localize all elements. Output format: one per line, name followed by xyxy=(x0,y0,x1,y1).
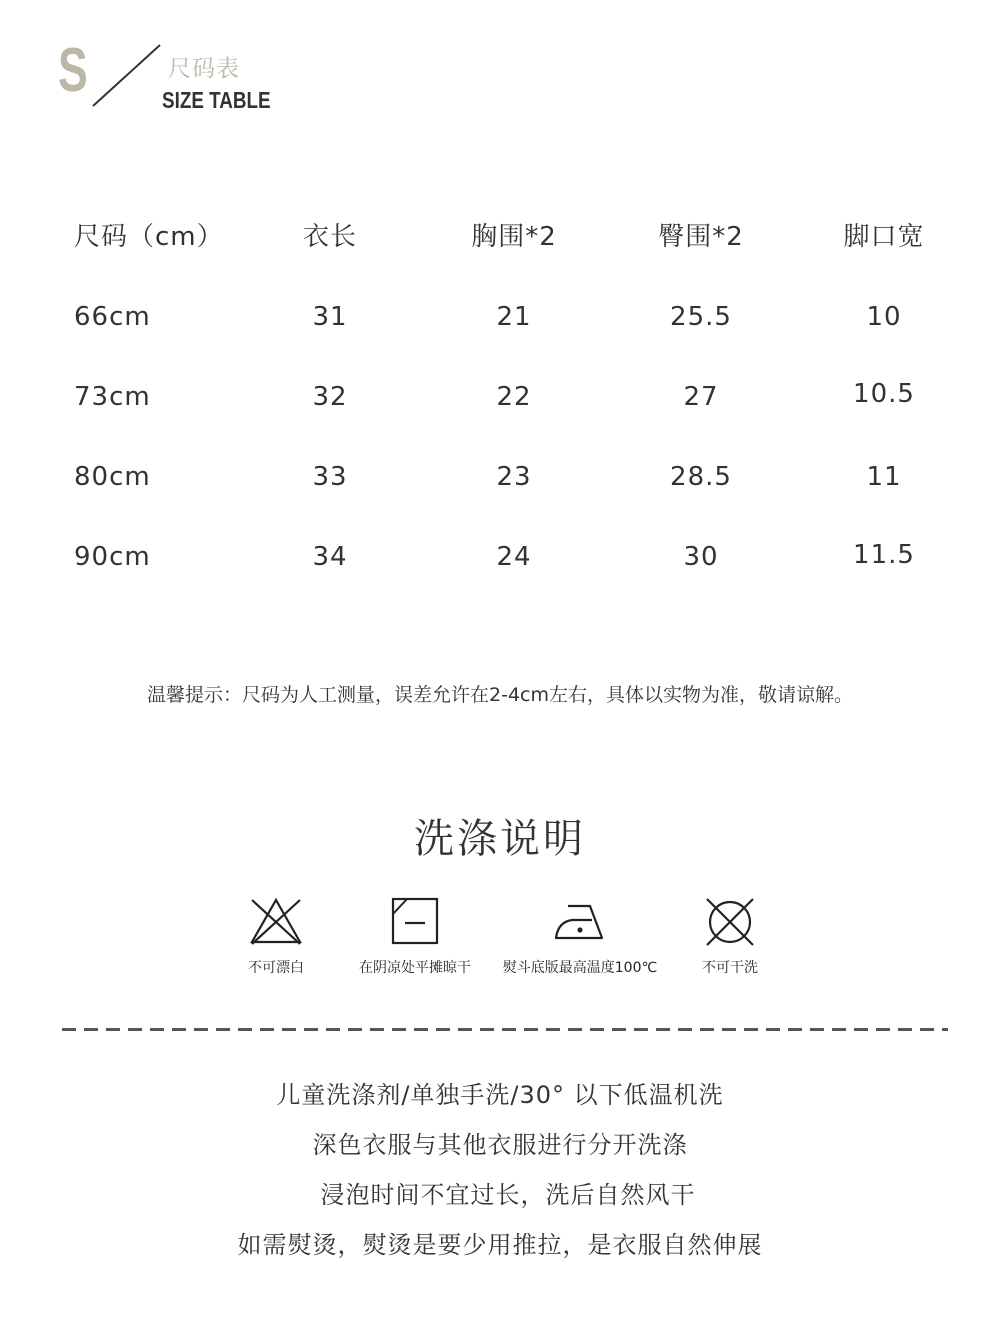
cell-leg-opening: 11.5 xyxy=(853,540,915,570)
header-leg-opening: 脚口宽 xyxy=(843,222,925,252)
cell-size: 90cm xyxy=(74,542,151,572)
cell-hip: 30 xyxy=(683,542,719,572)
cell-chest: 24 xyxy=(496,542,532,572)
instruction-line: 如需熨烫，熨烫是要少用推拉，是衣服自然伸展 xyxy=(237,1231,763,1259)
header xyxy=(0,0,400,130)
care-label: 熨斗底版最高温度100℃ xyxy=(502,960,658,976)
dry-flat-in-shade-icon xyxy=(385,894,445,950)
no-bleach-icon xyxy=(246,894,306,950)
table-row xyxy=(0,445,1000,525)
instruction-line: 儿童洗涤剂/单独手洗/30° 以下低温机洗 xyxy=(276,1081,724,1109)
cell-leg-opening: 11 xyxy=(866,462,902,492)
dashed-divider xyxy=(62,1028,948,1031)
size-tip-note: 温馨提示：尺码为人工测量，误差允许在2-4cm左右，具体以实物为准，敬请谅解。 xyxy=(147,684,853,706)
cell-hip: 28.5 xyxy=(670,462,732,492)
table-row xyxy=(0,365,1000,445)
instruction-line: 浸泡时间不宜过长，洗后自然风干 xyxy=(320,1181,696,1209)
care-label: 不可漂白 xyxy=(248,960,304,976)
washing-title: 洗涤说明 xyxy=(414,816,586,862)
header-size: 尺码（cm） xyxy=(74,222,224,252)
cell-chest: 23 xyxy=(496,462,532,492)
title-english: SIZE TABLE xyxy=(162,87,271,113)
iron-max-100-icon xyxy=(550,894,610,950)
cell-chest: 21 xyxy=(496,302,532,332)
slash-divider xyxy=(88,42,168,112)
care-label: 不可干洗 xyxy=(702,960,758,976)
cell-size: 80cm xyxy=(74,462,151,492)
care-item-no-dry-clean xyxy=(640,894,820,978)
cell-chest: 22 xyxy=(496,382,532,412)
no-dry-clean-icon xyxy=(700,894,760,950)
care-label: 在阴凉处平摊晾干 xyxy=(359,960,471,976)
washing-instructions xyxy=(0,1070,1000,1270)
cell-leg-opening: 10.5 xyxy=(853,379,915,409)
size-letter-logo: S xyxy=(58,36,88,105)
cell-length: 31 xyxy=(312,302,348,332)
cell-length: 32 xyxy=(312,382,348,412)
table-header-row xyxy=(0,205,1000,285)
table-row xyxy=(0,285,1000,365)
table-row xyxy=(0,525,1000,605)
header-chest: 胸围*2 xyxy=(471,222,557,252)
care-item-dry-flat-shade xyxy=(325,894,505,978)
header-hip: 臀围*2 xyxy=(658,222,744,252)
cell-length: 33 xyxy=(312,462,348,492)
cell-length: 34 xyxy=(312,542,348,572)
cell-size: 73cm xyxy=(74,382,151,412)
cell-size: 66cm xyxy=(74,302,151,332)
size-table xyxy=(0,205,1000,605)
title-chinese: 尺码表 xyxy=(168,56,240,82)
cell-leg-opening: 10 xyxy=(866,302,902,332)
cell-hip: 25.5 xyxy=(670,302,732,332)
header-length: 衣长 xyxy=(302,222,358,252)
cell-hip: 27 xyxy=(683,382,719,412)
instruction-line: 深色衣服与其他衣服进行分开洗涤 xyxy=(312,1131,688,1159)
